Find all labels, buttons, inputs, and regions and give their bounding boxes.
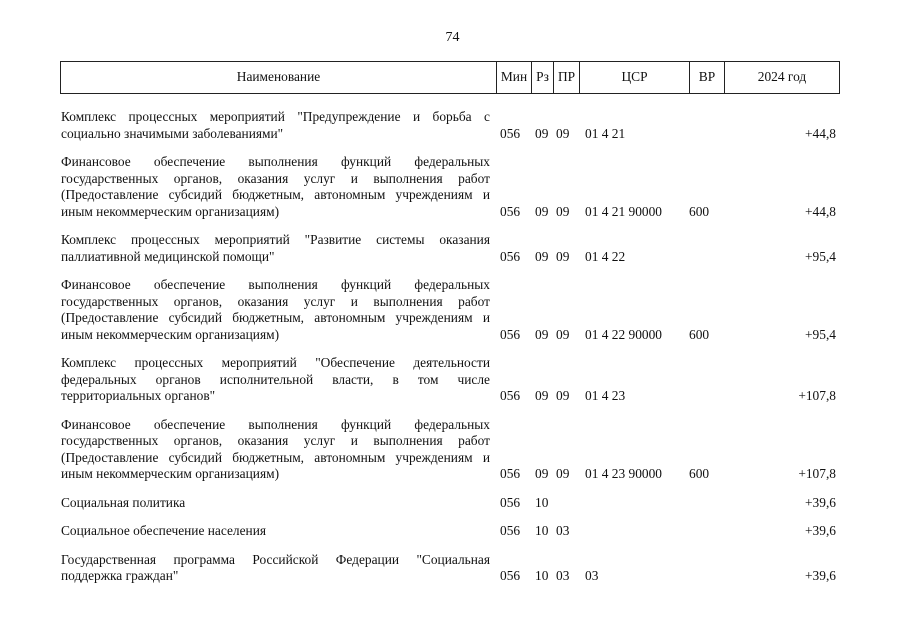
row-min: 056 bbox=[500, 494, 521, 510]
row-name: Комплекс процессных мероприятий "Обеспечение деятельности федеральных органов исполнительной власти, в том числе территориальных органов" bbox=[61, 355, 490, 403]
table-row bbox=[60, 277, 839, 343]
row-min: 056 bbox=[500, 466, 521, 481]
row-csr: 01 4 21 90000 bbox=[585, 203, 662, 219]
row-pr: 09 bbox=[556, 125, 570, 141]
row-amount: +44,8 bbox=[805, 203, 836, 219]
row-rz: 09 bbox=[535, 125, 549, 141]
row-name: Финансовое обеспечение выполнения функций федеральных государственных органов, оказания услуг и выполнения работ (Предоставление субсидий бюджетным, автономным учреждениям и иным некоммерческим организациям) bbox=[61, 154, 490, 219]
page-number: 74 bbox=[445, 30, 460, 45]
row-name: Финансовое обеспечение выполнения функций федеральных государственных органов, оказания услуг и выполнения работ (Предоставление субсидий бюджетным, автономным учреждениям и иным некоммерческим организациям) bbox=[61, 416, 490, 481]
table-row bbox=[60, 355, 839, 405]
table-row bbox=[60, 523, 839, 540]
row-rz: 09 bbox=[535, 466, 549, 481]
row-csr: 01 4 23 bbox=[585, 388, 626, 403]
row-amount: +95,4 bbox=[805, 326, 836, 342]
table-row bbox=[60, 495, 839, 512]
row-csr: 01 4 22 bbox=[585, 248, 626, 264]
row-amount: +107,8 bbox=[798, 388, 836, 403]
row-csr: 01 4 23 90000 bbox=[585, 466, 662, 481]
row-amount: +95,4 bbox=[805, 248, 836, 264]
row-pr: 09 bbox=[556, 388, 570, 403]
header-year: 2024 год bbox=[725, 62, 840, 94]
row-min: 056 bbox=[500, 248, 521, 264]
header-name: Наименование bbox=[61, 62, 497, 94]
table-header bbox=[60, 61, 840, 94]
row-pr: 09 bbox=[556, 248, 570, 264]
table-body bbox=[60, 109, 839, 597]
row-pr: 09 bbox=[556, 203, 570, 219]
row-name: Финансовое обеспечение выполнения функций федеральных государственных органов, оказания услуг и выполнения работ (Предоставление субсидий бюджетным, автономным учреждениям и иным некоммерческим организациям) bbox=[61, 277, 490, 342]
row-rz: 09 bbox=[535, 326, 549, 342]
row-amount: +44,8 bbox=[805, 125, 836, 141]
header-pr: ПР bbox=[554, 62, 580, 94]
row-name: Комплекс процессных мероприятий "Развитие системы оказания паллиативной медицинской помощи" bbox=[61, 232, 490, 264]
row-csr: 01 4 22 90000 bbox=[585, 326, 662, 342]
row-min: 056 bbox=[500, 568, 521, 583]
row-name: Социальная политика bbox=[61, 494, 186, 510]
table-row bbox=[60, 417, 839, 483]
row-rz: 10 bbox=[535, 523, 549, 538]
header-vr: ВР bbox=[690, 62, 725, 94]
table-row bbox=[60, 109, 839, 142]
row-min: 056 bbox=[500, 125, 521, 141]
row-vr: 600 bbox=[689, 203, 710, 219]
row-min: 056 bbox=[500, 523, 521, 538]
row-amount: +39,6 bbox=[805, 523, 836, 538]
header-rz: Рз bbox=[532, 62, 554, 94]
row-pr: 03 bbox=[556, 568, 570, 583]
row-name: Комплекс процессных мероприятий "Предупреждение и борьба с социально значимыми заболеваниями" bbox=[61, 109, 490, 141]
row-name: Государственная программа Российской Федерации "Социальная поддержка граждан" bbox=[61, 551, 490, 583]
table-row bbox=[60, 154, 839, 220]
row-min: 056 bbox=[500, 388, 521, 403]
row-min: 056 bbox=[500, 203, 521, 219]
row-rz: 09 bbox=[535, 203, 549, 219]
row-amount: +107,8 bbox=[798, 466, 836, 481]
row-name: Социальное обеспечение населения bbox=[61, 523, 267, 538]
row-rz: 09 bbox=[535, 388, 549, 403]
row-amount: +39,6 bbox=[805, 568, 836, 583]
table-row bbox=[60, 232, 839, 265]
header-csr: ЦСР bbox=[580, 62, 690, 94]
table-row bbox=[60, 552, 839, 585]
row-rz: 10 bbox=[535, 494, 549, 510]
row-min: 056 bbox=[500, 326, 521, 342]
row-csr: 03 bbox=[585, 568, 599, 583]
row-vr: 600 bbox=[689, 466, 710, 481]
row-rz: 09 bbox=[535, 248, 549, 264]
header-min: Мин bbox=[497, 62, 532, 94]
row-pr: 09 bbox=[556, 466, 570, 481]
row-rz: 10 bbox=[535, 568, 549, 583]
row-csr: 01 4 21 bbox=[585, 125, 626, 141]
row-pr: 09 bbox=[556, 326, 570, 342]
row-amount: +39,6 bbox=[805, 494, 836, 510]
row-vr: 600 bbox=[689, 326, 710, 342]
row-pr: 03 bbox=[556, 523, 570, 538]
